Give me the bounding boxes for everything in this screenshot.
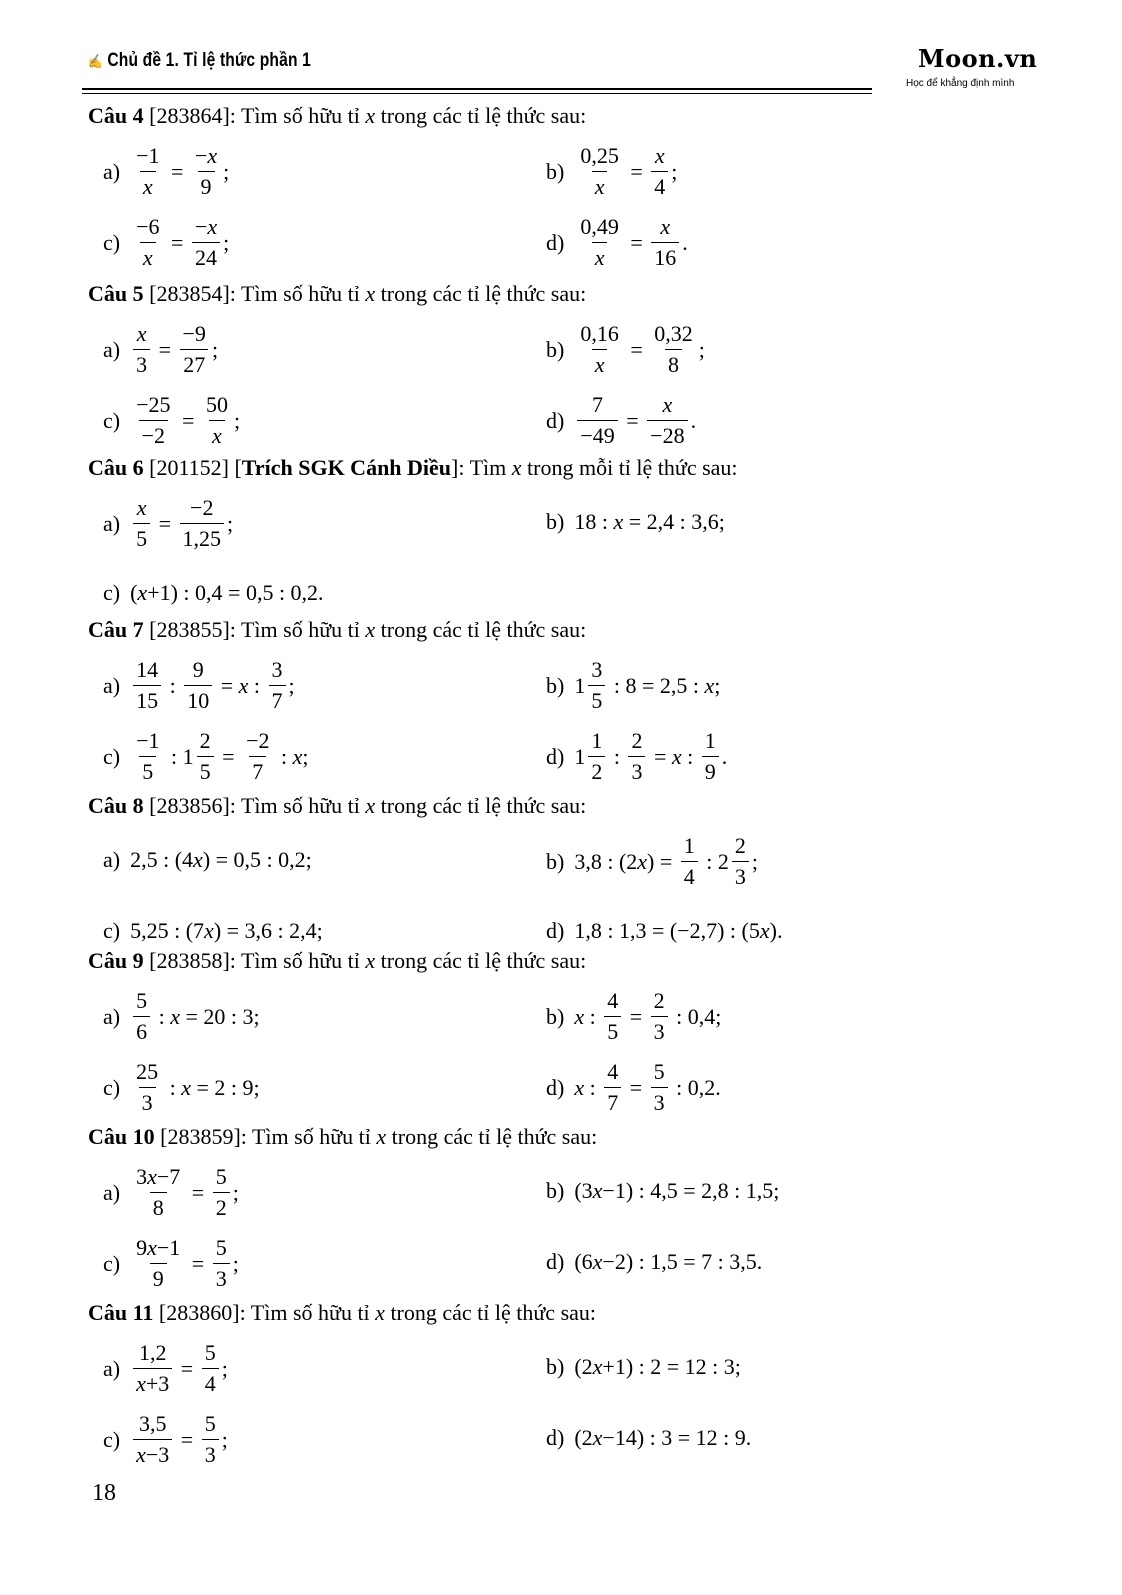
item-label: a) xyxy=(103,158,121,184)
equation: $\frac{25}{3}$ : x = 2 : 9; xyxy=(130,1059,260,1116)
question-heading xyxy=(88,455,738,481)
equation: $\frac{-25}{-2}$ = $\frac{50}{x}$ ; xyxy=(130,392,240,449)
exercise-item xyxy=(546,214,688,271)
chapter-title xyxy=(88,50,311,72)
fraction: $\frac{x}{16}$ xyxy=(651,214,679,271)
question-label: Câu 11 xyxy=(88,1300,154,1325)
fraction: $\frac{-2}{1,25}$ xyxy=(180,495,225,552)
fraction: $\frac{1}{4}$ xyxy=(681,833,698,890)
question-text: : Tìm x trong mỗi tỉ lệ thức sau: xyxy=(458,455,738,480)
exercise-item xyxy=(546,1425,751,1451)
equation: (3x−1) : 4,5 = 2,8 : 1,5; xyxy=(574,1178,780,1203)
fraction: $\frac{3}{7}$ xyxy=(269,657,286,714)
fraction: $\frac{1}{9}$ xyxy=(702,728,719,785)
equation: 18 : x = 2,4 : 3,6; xyxy=(574,509,725,534)
equation: 1 $\frac{3}{5}$ : 8 = 2,5 : x; xyxy=(574,657,721,713)
equation: $\frac{x}{3}$ = $\frac{-9}{27}$ ; xyxy=(130,321,218,378)
fraction: $\frac{0,16}{x}$ xyxy=(580,321,619,377)
equation: $\frac{1,2}{x+3}$ = $\frac{5}{4}$ ; xyxy=(130,1340,228,1397)
item-label: c) xyxy=(103,580,121,605)
question-id: [283856] xyxy=(143,793,230,818)
exercise-item xyxy=(103,495,233,552)
fraction: $\frac{3}{5}$ xyxy=(588,657,605,714)
equation: $\frac{0,16}{x}$ = $\frac{0,32}{8}$ ; xyxy=(574,321,705,378)
item-label: b) xyxy=(546,1354,565,1379)
exercise-item xyxy=(103,728,309,785)
question-text: : Tìm số hữu tỉ x trong các tỉ lệ thức sau: xyxy=(229,793,587,818)
exercise-item xyxy=(546,728,727,785)
item-label: b) xyxy=(546,672,565,698)
equation: (2x−14) : 3 = 12 : 9. xyxy=(574,1425,752,1450)
fraction: $\frac{x}{3}$ xyxy=(133,321,150,378)
logo-slogan: Học để khẳng định mình xyxy=(906,78,1015,89)
equation: x : $\frac{4}{7}$ = $\frac{5}{3}$ : 0,2. xyxy=(574,1059,721,1115)
equation: $\frac{9x-1}{9}$ = $\frac{5}{3}$ ; xyxy=(130,1235,239,1292)
exercise-item xyxy=(103,580,324,606)
exercise-item xyxy=(546,1249,762,1275)
item-label: d) xyxy=(546,918,565,943)
chapter-title-text: Chủ đề 1. Tỉ lệ thức phần 1 xyxy=(107,50,311,71)
item-label: d) xyxy=(546,407,565,433)
equation: 5,25 : (7x) = 3,6 : 2,4; xyxy=(130,918,323,943)
question-heading xyxy=(88,617,586,643)
question-text: : Tìm số hữu tỉ x trong các tỉ lệ thức sau: xyxy=(240,1124,598,1149)
equation: $\frac{-6}{x}$ = $\frac{-x}{24}$ ; xyxy=(130,214,229,271)
equation: $\frac{5}{6}$ : x = 20 : 3; xyxy=(130,988,260,1045)
item-label: c) xyxy=(103,1426,121,1452)
equation: $\frac{3,5}{x-3}$ = $\frac{5}{3}$ ; xyxy=(130,1411,228,1468)
question-label: Câu 5 xyxy=(88,281,144,306)
fraction: $\frac{-1}{x}$ xyxy=(136,143,160,199)
item-label: c) xyxy=(103,1250,121,1276)
equation: $\frac{14}{15}$ : $\frac{9}{10}$ = x : $\frac{3}{7}$ ; xyxy=(130,657,295,714)
equation: $\frac{3x-7}{8}$ = $\frac{5}{2}$ ; xyxy=(130,1164,239,1221)
equation: $\frac{-1}{5}$ : 1 $\frac{2}{5}$ = $\frac{-2}{7}$ : x; xyxy=(130,728,308,785)
fraction: $\frac{14}{15}$ xyxy=(133,657,161,714)
fraction: $\frac{0,49}{x}$ xyxy=(580,214,619,270)
question-id: [283855] xyxy=(143,617,230,642)
fraction: $\frac{x}{4}$ xyxy=(651,143,668,200)
question-heading xyxy=(88,1300,596,1326)
question-label: Câu 7 xyxy=(88,617,144,642)
fraction: $\frac{7}{-49}$ xyxy=(577,392,617,449)
fraction: $\frac{2}{5}$ xyxy=(197,728,214,785)
exercise-item xyxy=(103,214,229,271)
page-number: 18 xyxy=(92,1480,116,1506)
fraction: $\frac{4}{5}$ xyxy=(604,988,621,1045)
exercise-item xyxy=(103,321,218,378)
question-heading xyxy=(88,948,586,974)
item-label: b) xyxy=(546,158,565,184)
question-text: : Tìm số hữu tỉ x trong các tỉ lệ thức sau: xyxy=(229,281,587,306)
question-text: : Tìm số hữu tỉ x trong các tỉ lệ thức sau: xyxy=(229,103,587,128)
question-text: : Tìm số hữu tỉ x trong các tỉ lệ thức sau: xyxy=(239,1300,597,1325)
fraction: $\frac{0,25}{x}$ xyxy=(580,143,619,199)
item-label: b) xyxy=(546,1178,565,1203)
item-label: d) xyxy=(546,229,565,255)
fraction: $\frac{-x}{24}$ xyxy=(192,214,220,271)
equation: 2,5 : (4x) = 0,5 : 0,2; xyxy=(130,847,312,872)
question-label: Câu 8 xyxy=(88,793,144,818)
question-id: [283864] xyxy=(143,103,230,128)
question-source: [Trích SGK Cánh Diều] xyxy=(228,455,459,480)
equation: (2x+1) : 2 = 12 : 3; xyxy=(574,1354,741,1379)
header-rule-thin xyxy=(82,93,872,94)
exercise-item xyxy=(546,657,720,714)
fraction: $\frac{-2}{7}$ xyxy=(246,728,270,784)
exercise-item xyxy=(103,1164,239,1221)
equation: $\frac{7}{-49}$ = $\frac{x}{-28}$ . xyxy=(574,392,696,449)
exercise-item xyxy=(546,1178,779,1204)
exercise-item xyxy=(103,918,323,944)
question-text: : Tìm số hữu tỉ x trong các tỉ lệ thức sau: xyxy=(229,948,587,973)
item-label: a) xyxy=(103,510,121,536)
exercise-item xyxy=(546,918,782,944)
item-label: b) xyxy=(546,1003,565,1029)
equation: 1 $\frac{1}{2}$ : $\frac{2}{3}$ = x : $\frac{1}{9}$ . xyxy=(574,728,728,784)
item-label: c) xyxy=(103,229,121,255)
fraction: $\frac{-25}{-2}$ xyxy=(136,392,171,448)
fraction: $\frac{25}{3}$ xyxy=(136,1059,159,1115)
fraction: $\frac{50}{x}$ xyxy=(205,392,228,448)
equation: (x+1) : 0,4 = 0,5 : 0,2. xyxy=(130,580,324,605)
item-label: d) xyxy=(546,1249,565,1274)
question-label: Câu 4 xyxy=(88,103,144,128)
item-label: a) xyxy=(103,1179,121,1205)
question-id: [201152] xyxy=(143,455,229,480)
item-label: d) xyxy=(546,743,565,769)
item-label: a) xyxy=(103,1003,121,1029)
item-label: a) xyxy=(103,847,121,872)
item-label: d) xyxy=(546,1425,565,1450)
equation: 1,8 : 1,3 = (−2,7) : (5x). xyxy=(574,918,783,943)
fraction: $\frac{1}{2}$ xyxy=(588,728,605,785)
item-label: b) xyxy=(546,848,565,874)
exercise-item xyxy=(103,847,312,873)
fraction: $\frac{-6}{x}$ xyxy=(136,214,160,270)
question-text: : Tìm số hữu tỉ x trong các tỉ lệ thức sau: xyxy=(229,617,587,642)
fraction: $\frac{2}{3}$ xyxy=(628,728,645,785)
question-label: Câu 10 xyxy=(88,1124,155,1149)
equation: x : $\frac{4}{5}$ = $\frac{2}{3}$ : 0,4; xyxy=(574,988,722,1044)
exercise-item xyxy=(103,988,260,1045)
question-heading xyxy=(88,1124,597,1150)
fraction: $\frac{-1}{5}$ xyxy=(136,728,160,784)
exercise-item xyxy=(546,143,677,200)
equation: 3,8 : (2x) = $\frac{1}{4}$ : 2 $\frac{2}{3}$ ; xyxy=(574,833,759,889)
fraction: $\frac{5}{6}$ xyxy=(133,988,150,1045)
item-label: a) xyxy=(103,672,121,698)
fraction: $\frac{-x}{9}$ xyxy=(194,143,218,199)
equation: $\frac{0,25}{x}$ = $\frac{x}{4}$ ; xyxy=(574,143,677,200)
fraction: $\frac{4}{7}$ xyxy=(604,1059,621,1116)
question-id: [283858] xyxy=(143,948,230,973)
question-label: Câu 6 xyxy=(88,455,144,480)
item-label: c) xyxy=(103,918,121,943)
equation: $\frac{0,49}{x}$ = $\frac{x}{16}$ . xyxy=(574,214,687,271)
exercise-item xyxy=(546,1354,741,1380)
fraction: $\frac{3x-7}{8}$ xyxy=(136,1164,181,1220)
fraction: $\frac{2}{3}$ xyxy=(651,988,668,1045)
fraction: $\frac{x}{-28}$ xyxy=(647,392,687,449)
item-label: c) xyxy=(103,407,121,433)
item-label: c) xyxy=(103,1074,121,1100)
exercise-item xyxy=(103,1340,228,1397)
exercise-item xyxy=(546,833,758,890)
fraction: $\frac{9x-1}{9}$ xyxy=(136,1235,181,1291)
exercise-item xyxy=(103,143,229,200)
exercise-item xyxy=(103,1235,239,1292)
item-label: a) xyxy=(103,1355,121,1381)
fraction: $\frac{x}{5}$ xyxy=(133,495,150,552)
question-id: [283854] xyxy=(143,281,230,306)
equation: $\frac{x}{5}$ = $\frac{-2}{1,25}$ ; xyxy=(130,495,233,552)
fraction: $\frac{5}{2}$ xyxy=(213,1164,230,1221)
item-label: b) xyxy=(546,509,565,534)
item-label: a) xyxy=(103,336,121,362)
exercise-item xyxy=(103,657,295,714)
fraction: $\frac{5}{3}$ xyxy=(213,1235,230,1292)
fraction: $\frac{2}{3}$ xyxy=(732,833,749,890)
header-rule xyxy=(82,88,872,90)
exercise-item xyxy=(103,1059,260,1116)
fraction: $\frac{0,32}{8}$ xyxy=(654,321,693,377)
fraction: $\frac{3,5}{x-3}$ xyxy=(133,1411,172,1468)
item-label: b) xyxy=(546,336,565,362)
exercise-item xyxy=(546,392,696,449)
question-heading xyxy=(88,281,586,307)
moon-logo: Moon.vn xyxy=(918,44,1038,73)
fraction: $\frac{5}{3}$ xyxy=(651,1059,668,1116)
question-id: [283859] xyxy=(154,1124,241,1149)
fraction: $\frac{9}{10}$ xyxy=(184,657,212,714)
exercise-item xyxy=(546,1059,721,1116)
pen-icon: ✍ xyxy=(88,53,103,69)
equation: $\frac{-1}{x}$ = $\frac{-x}{9}$ ; xyxy=(130,143,229,200)
exercise-item xyxy=(546,321,705,378)
equation: (6x−2) : 1,5 = 7 : 3,5. xyxy=(574,1249,763,1274)
fraction: $\frac{5}{3}$ xyxy=(202,1411,219,1468)
question-label: Câu 9 xyxy=(88,948,144,973)
fraction: $\frac{1,2}{x+3}$ xyxy=(133,1340,172,1397)
exercise-item xyxy=(546,509,725,535)
item-label: c) xyxy=(103,743,121,769)
exercise-item xyxy=(103,392,240,449)
item-label: d) xyxy=(546,1074,565,1100)
question-heading xyxy=(88,103,586,129)
fraction: $\frac{-9}{27}$ xyxy=(180,321,209,378)
question-heading xyxy=(88,793,586,819)
exercise-item xyxy=(546,988,721,1045)
exercise-item xyxy=(103,1411,228,1468)
fraction: $\frac{5}{4}$ xyxy=(202,1340,219,1397)
question-id: [283860] xyxy=(153,1300,240,1325)
